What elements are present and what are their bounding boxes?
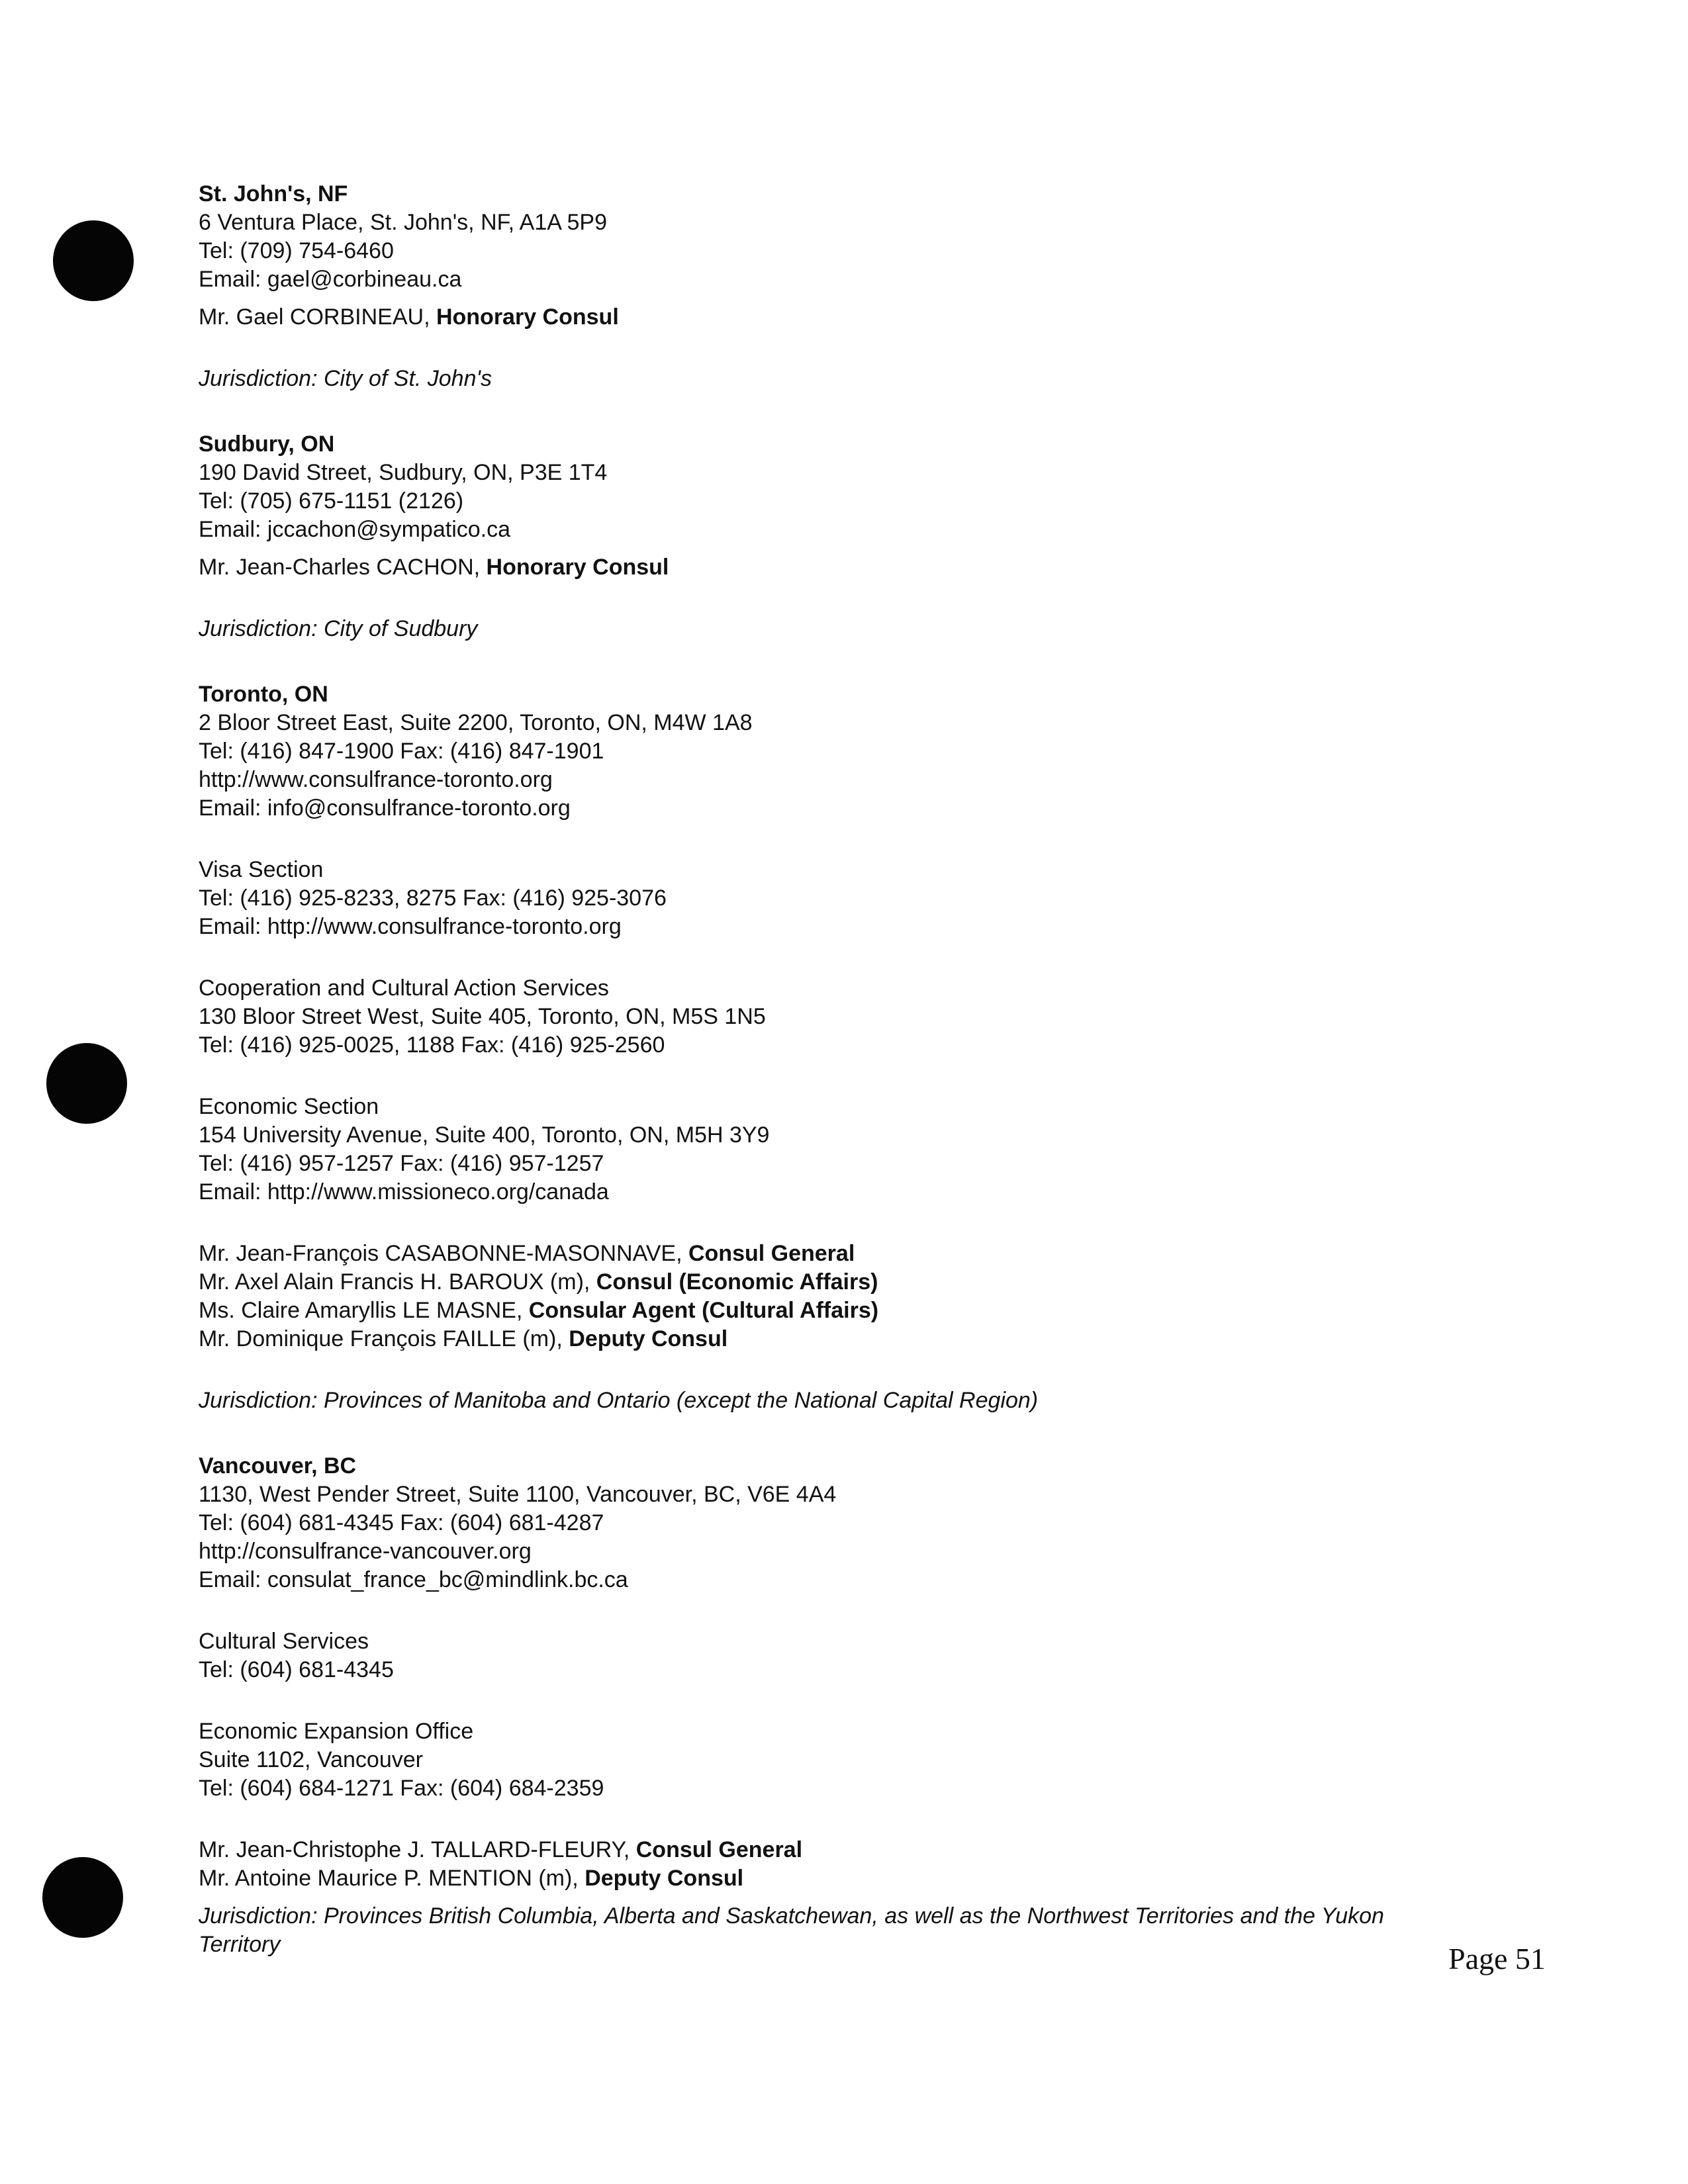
consul-entry [199,303,1523,332]
economic-section [199,1093,1523,1206]
cooperation-section [199,974,1523,1060]
consulate-st-johns [199,180,1523,393]
consulate-address: 1130, West Pender Street, Suite 1100, Vancouver, BC, V6E 4A4 [199,1482,837,1507]
staff-role: Consular Agent (Cultural Affairs) [528,1298,879,1323]
consulate-website: http://consulfrance-vancouver.org [199,1539,532,1564]
staff-entry [199,1240,1523,1268]
section-tel: Tel: (604) 684-1271 Fax: (604) 684-2359 [199,1776,604,1801]
section-email: Email: http://www.missioneco.org/canada [199,1179,609,1205]
staff-name: Mr. Jean-François CASABONNE-MASONNAVE, [199,1241,688,1266]
consulate-email: Email: consulat_france_bc@mindlink.bc.ca [199,1567,628,1592]
consulate-toronto [199,680,1523,1415]
consulate-title: Toronto, ON [199,682,328,707]
staff-name: Mr. Jean-Christophe J. TALLARD-FLEURY, [199,1837,636,1862]
section-name: Cultural Services [199,1629,369,1654]
jurisdiction: Jurisdiction: Provinces of Manitoba and Ontario (except the National Capital Region) [199,1388,1039,1413]
section-tel: Tel: (416) 925-0025, 1188 Fax: (416) 925-2560 [199,1032,665,1058]
staff-name: Mr. Dominique François FAILLE (m), [199,1326,569,1351]
consulate-email: Email: jccachon@sympatico.ca [199,517,511,542]
section-name: Economic Section [199,1094,379,1119]
consul-name: Mr. Gael CORBINEAU, [199,304,436,330]
consulate-listing [199,180,1523,1959]
consulate-address: 2 Bloor Street East, Suite 2200, Toronto, ON, M4W 1A8 [199,710,753,735]
consul-role: Honorary Consul [436,304,619,330]
staff-list [199,1836,1523,1893]
consulate-tel: Tel: (709) 754-6460 [199,238,394,263]
binder-hole [42,1857,123,1938]
section-tel: Tel: (416) 925-8233, 8275 Fax: (416) 925-3076 [199,886,667,911]
consulate-vancouver [199,1452,1523,1959]
section-name: Visa Section [199,857,324,882]
consulate-address: 190 David Street, Sudbury, ON, P3E 1T4 [199,460,608,485]
consulate-tel: Tel: (416) 847-1900 Fax: (416) 847-1901 [199,739,604,764]
jurisdiction: Jurisdiction: City of Sudbury [199,616,478,641]
staff-entry [199,1268,1523,1297]
section-address: Suite 1102, Vancouver [199,1747,423,1772]
economic-expansion-office [199,1717,1523,1803]
section-tel: Tel: (604) 681-4345 [199,1657,394,1682]
section-email: Email: http://www.consulfrance-toronto.org [199,914,622,939]
visa-section [199,856,1523,941]
staff-role: Deputy Consul [585,1866,744,1891]
cultural-services [199,1627,1523,1684]
consulate-address: 6 Ventura Place, St. John's, NF, A1A 5P9 [199,210,607,235]
staff-name: Mr. Antoine Maurice P. MENTION (m), [199,1866,585,1891]
binder-hole [53,220,134,301]
staff-role: Consul (Economic Affairs) [596,1269,878,1295]
consulate-tel: Tel: (604) 681-4345 Fax: (604) 681-4287 [199,1510,604,1535]
jurisdiction: Jurisdiction: City of St. John's [199,366,492,391]
section-address: 130 Bloor Street West, Suite 405, Toronto, ON, M5S 1N5 [199,1004,766,1029]
consulate-tel: Tel: (705) 675-1151 (2126) [199,488,464,514]
consul-entry [199,553,1523,582]
staff-entry [199,1325,1523,1353]
jurisdiction-continued: Territory [199,1932,281,1957]
section-name: Economic Expansion Office [199,1719,474,1744]
consul-name: Mr. Jean-Charles CACHON, [199,555,487,580]
staff-role: Consul General [635,1837,803,1862]
consulate-email: Email: gael@corbineau.ca [199,267,462,292]
consulate-sudbury [199,430,1523,643]
section-name: Cooperation and Cultural Action Services [199,976,609,1001]
jurisdiction: Jurisdiction: Provinces British Columbia, Alberta and Saskatchewan, as well as the Northwest Territories and the Yukon [199,1903,1384,1929]
section-tel: Tel: (416) 957-1257 Fax: (416) 957-1257 [199,1151,604,1176]
consul-role: Honorary Consul [486,555,669,580]
staff-role: Deputy Consul [569,1326,728,1351]
staff-entry [199,1864,1523,1893]
staff-name: Mr. Axel Alain Francis H. BAROUX (m), [199,1269,596,1295]
staff-name: Ms. Claire Amaryllis LE MASNE, [199,1298,529,1323]
page-number: Page 51 [1448,1942,1546,1976]
consulate-email: Email: info@consulfrance-toronto.org [199,796,571,821]
consulate-website: http://www.consulfrance-toronto.org [199,767,553,792]
consulate-title: Vancouver, BC [199,1453,357,1479]
section-address: 154 University Avenue, Suite 400, Toronto, ON, M5H 3Y9 [199,1122,770,1148]
consulate-title: St. John's, NF [199,181,348,206]
staff-entry [199,1297,1523,1325]
staff-role: Consul General [688,1241,855,1266]
consulate-title: Sudbury, ON [199,432,335,457]
staff-entry [199,1836,1523,1864]
staff-list [199,1240,1523,1353]
binder-hole [46,1043,127,1124]
